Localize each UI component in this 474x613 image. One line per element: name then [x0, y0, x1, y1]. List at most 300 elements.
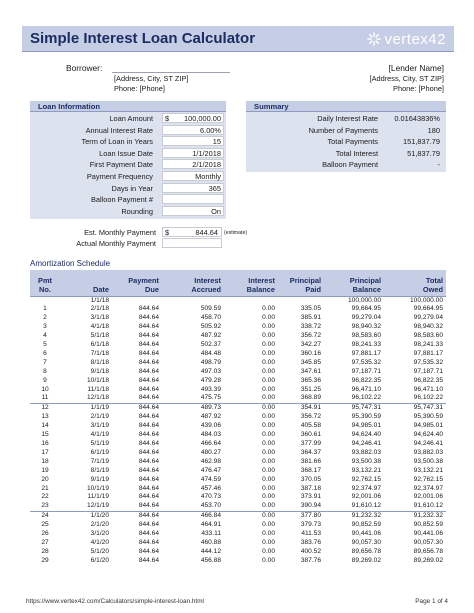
- lender-address: [Address, City, ST ZIP]: [369, 74, 444, 83]
- amortization-cell: 90,441.06: [413, 530, 443, 538]
- column-header: Payment Due: [112, 270, 162, 296]
- amortization-cell: 9/1/18: [90, 367, 109, 375]
- amortization-cell: 100,000.00: [409, 296, 443, 304]
- amortization-cell: 844.64: [138, 484, 159, 492]
- vertex42-logo-icon: [367, 32, 381, 46]
- amortization-cell: 844.64: [138, 431, 159, 439]
- amortization-cell: 90,057.30: [413, 538, 443, 546]
- amortization-cell: 844.64: [138, 376, 159, 384]
- amortization-cell: 11/1/18: [87, 385, 109, 393]
- loan-information-heading: Loan Information: [30, 101, 226, 112]
- amortization-cell: 379.73: [300, 521, 321, 529]
- amortization-cell: 28: [41, 547, 49, 555]
- amortization-cell: 844.64: [138, 530, 159, 538]
- amortization-cell: 368.89: [278, 394, 324, 403]
- loan-info-value: 365: [208, 183, 221, 193]
- summary-label: Total Interest: [335, 148, 378, 158]
- amortization-cell: 98,583.60: [351, 332, 381, 340]
- amortization-cell: 0.00: [262, 323, 275, 331]
- amortization-cell: 356.72: [300, 332, 321, 340]
- amortization-cell: 15: [41, 431, 49, 439]
- amortization-cell: 338.72: [300, 323, 321, 331]
- amortization-cell: 476.47: [200, 466, 221, 474]
- amortization-cell: 9: [43, 376, 47, 384]
- loan-info-label: Term of Loan in Years: [81, 137, 153, 147]
- loan-info-value: 15: [212, 137, 221, 147]
- amortization-cell: 90,441.06: [351, 530, 381, 538]
- amortization-cell: 3/1/20: [90, 530, 109, 538]
- amortization-cell: 411.53: [301, 530, 321, 538]
- amortization-row: [30, 341, 446, 350]
- amortization-cell: 23: [30, 502, 60, 511]
- loan-info-label: Loan Amount: [109, 114, 153, 123]
- loan-info-label: Loan Issue Date: [99, 148, 153, 158]
- amortization-cell: 92,374.97: [413, 484, 443, 492]
- amortization-cell: 0.00: [262, 556, 275, 564]
- amortization-cell: 456.88: [200, 556, 221, 564]
- amortization-cell: 844.64: [138, 332, 159, 340]
- amortization-cell: 12: [41, 404, 49, 412]
- amortization-cell: 460.88: [200, 538, 221, 546]
- amortization-cell: 365.36: [300, 376, 321, 384]
- amortization-cell: 0.00: [262, 404, 275, 412]
- amortization-cell: 93,882.03: [413, 448, 443, 456]
- amortization-row: [30, 413, 446, 422]
- est-monthly-payment-value: 844.64: [195, 228, 218, 237]
- amortization-cell: 89,269.02: [413, 556, 443, 564]
- amortization-cell: 29: [41, 556, 49, 564]
- amortization-cell: 844.64: [138, 538, 159, 546]
- amortization-heading: Amortization Schedule: [30, 259, 111, 268]
- amortization-cell: 18: [41, 457, 49, 465]
- amortization-cell: 91,610.12: [324, 502, 384, 511]
- amortization-cell: 457.46: [200, 484, 221, 492]
- amortization-cell: 5/1/20: [90, 547, 109, 555]
- loan-info-value: 6.00%: [200, 125, 221, 135]
- amortization-cell: 97,535.32: [413, 358, 443, 366]
- amortization-cell: 97,187.71: [351, 367, 381, 375]
- amortization-cell: 99,279.04: [351, 314, 381, 322]
- amortization-cell: 93,132.21: [351, 466, 381, 474]
- amortization-row: [30, 386, 446, 395]
- amortization-cell: 844.64: [112, 394, 162, 403]
- amortization-cell: 487.92: [200, 332, 221, 340]
- amortization-cell: 356.72: [300, 413, 321, 421]
- amortization-cell: 8: [43, 367, 47, 375]
- amortization-cell: 405.58: [300, 422, 321, 430]
- amortization-cell: 20: [41, 475, 49, 483]
- amortization-cell: 387.18: [300, 484, 321, 492]
- amortization-cell: 0.00: [262, 385, 275, 393]
- amortization-cell: 92,762.15: [351, 475, 381, 483]
- amortization-cell: 97,187.71: [413, 367, 443, 375]
- amortization-cell: 2/1/20: [90, 521, 109, 529]
- column-header: Date: [60, 270, 112, 296]
- column-header: Principal Paid: [278, 270, 324, 296]
- amortization-row: [30, 350, 446, 359]
- column-header: Pmt No.: [30, 270, 60, 296]
- amortization-cell: 0.00: [262, 376, 275, 384]
- amortization-cell: 354.91: [300, 404, 321, 412]
- loan-info-label: Balloon Payment #: [90, 195, 153, 205]
- amortization-cell: 5: [43, 341, 47, 349]
- amortization-cell: 0.00: [262, 422, 275, 430]
- summary-label: Total Payments: [327, 137, 378, 147]
- amortization-cell: 98,241.33: [413, 341, 443, 349]
- amortization-row: [30, 394, 446, 403]
- amortization-row: [30, 377, 446, 386]
- amortization-cell: 98,583.60: [413, 332, 443, 340]
- amortization-cell: 844.64: [138, 448, 159, 456]
- amortization-cell: 0.00: [262, 457, 275, 465]
- amortization-cell: 462.98: [200, 457, 221, 465]
- est-monthly-payment-currency: $: [165, 228, 170, 237]
- amortization-row: [30, 512, 446, 521]
- column-header: Principal Balance: [324, 270, 384, 296]
- amortization-cell: 466.84: [200, 512, 221, 520]
- amortization-cell: 98,940.32: [413, 323, 443, 331]
- amortization-cell: 493.39: [200, 385, 221, 393]
- amortization-row: [30, 305, 446, 314]
- loan-info-label: Annual Interest Rate: [85, 125, 153, 135]
- actual-monthly-payment-label: Actual Monthly Payment: [76, 239, 156, 248]
- amortization-cell: 92,001.06: [413, 493, 443, 501]
- amortization-cell: 509.59: [200, 305, 221, 313]
- amortization-cell: 11/1/19: [87, 493, 109, 501]
- amortization-cell: 97,535.32: [351, 358, 381, 366]
- page-title: Simple Interest Loan Calculator: [30, 30, 256, 47]
- amortization-cell: 96,102.22: [384, 394, 446, 403]
- amortization-row: [30, 485, 446, 494]
- amortization-cell: 94,246.41: [413, 440, 443, 447]
- amortization-cell: 844.64: [138, 547, 159, 555]
- amortization-cell: 95,747.31: [351, 404, 381, 412]
- summary-heading: Summary: [246, 101, 446, 112]
- amortization-cell: 8/1/19: [90, 466, 109, 474]
- amortization-row: [30, 332, 446, 341]
- amortization-cell: 368.17: [300, 466, 321, 474]
- amortization-cell: 99,664.95: [351, 305, 381, 313]
- amortization-cell: 474.59: [200, 475, 221, 483]
- amortization-cell: 0.00: [224, 394, 278, 403]
- amortization-row: [30, 368, 446, 377]
- amortization-cell: 844.64: [138, 556, 159, 564]
- amortization-cell: 7/1/18: [90, 349, 109, 357]
- amortization-cell: 351.25: [300, 385, 321, 393]
- amortization-cell: 95,390.59: [351, 413, 381, 421]
- borrower-address: [Address, City, ST ZIP]: [114, 74, 189, 83]
- amortization-cell: 95,390.59: [413, 413, 443, 421]
- amortization-row: [30, 539, 446, 548]
- vertex42-logo-text: vertex42: [384, 30, 446, 48]
- amortization-cell: 844.64: [138, 466, 159, 474]
- amortization-cell: 89,656.78: [351, 547, 381, 555]
- amortization-cell: 0.00: [262, 475, 275, 483]
- amortization-cell: 844.64: [138, 413, 159, 421]
- amortization-cell: [278, 296, 324, 305]
- amortization-cell: 844.64: [138, 493, 159, 501]
- summary-value: 151,837.79: [403, 137, 440, 147]
- amortization-cell: 844.64: [138, 314, 159, 322]
- amortization-cell: 10: [41, 385, 49, 393]
- loan-info-value: 100,000.00: [184, 114, 221, 123]
- amortization-cell: 6/1/19: [90, 448, 109, 456]
- column-header: Interest Accrued: [162, 270, 224, 296]
- amortization-cell: 0.00: [262, 521, 275, 529]
- amortization-cell: 94,985.01: [351, 422, 381, 430]
- amortization-table: [30, 270, 446, 566]
- amortization-cell: 498.79: [200, 358, 221, 366]
- summary-value: 0.01643836%: [394, 114, 440, 123]
- amortization-cell: 9/1/19: [90, 475, 109, 483]
- amortization-cell: 91,232.32: [351, 512, 381, 520]
- amortization-cell: 0.00: [262, 314, 275, 322]
- amortization-cell: 94,246.41: [351, 440, 381, 447]
- summary-label: Number of Payments: [308, 125, 378, 135]
- amortization-row: [30, 502, 446, 511]
- amortization-cell: 444.12: [200, 547, 221, 555]
- loan-info-currency: $: [165, 114, 170, 123]
- amortization-cell: 377.80: [300, 512, 321, 520]
- amortization-cell: 0.00: [262, 341, 275, 349]
- amortization-cell: 25: [41, 521, 49, 529]
- amortization-row: [30, 557, 446, 566]
- amortization-cell: 90,852.59: [413, 521, 443, 529]
- amortization-cell: 17: [41, 448, 49, 456]
- amortization-cell: 94,624.40: [351, 431, 381, 439]
- amortization-cell: 360.61: [300, 431, 321, 439]
- amortization-cell: 381.66: [300, 457, 321, 465]
- amortization-row: [30, 359, 446, 368]
- est-monthly-payment-label: Est. Monthly Payment: [84, 228, 156, 237]
- summary-label: Balloon Payment: [322, 160, 378, 170]
- amortization-cell: 6/1/18: [90, 341, 109, 349]
- amortization-cell: 3/1/18: [90, 314, 109, 322]
- amortization-cell: 19: [41, 466, 49, 474]
- summary-value: 180: [427, 125, 440, 135]
- amortization-cell: 479.28: [200, 376, 221, 384]
- amortization-row: [30, 440, 446, 449]
- amortization-cell: 502.37: [200, 341, 221, 349]
- borrower-phone: Phone: [Phone]: [114, 84, 165, 93]
- amortization-cell: 13: [41, 413, 49, 421]
- amortization-cell: 377.99: [300, 440, 321, 447]
- amortization-cell: 1/1/20: [90, 512, 109, 520]
- amortization-cell: 2/1/19: [90, 413, 109, 421]
- amortization-cell: 844.64: [138, 521, 159, 529]
- lender-phone: Phone: [Phone]: [393, 84, 444, 93]
- amortization-cell: 8/1/18: [90, 358, 109, 366]
- amortization-cell: 3: [43, 323, 47, 331]
- loan-info-input[interactable]: [162, 194, 224, 204]
- amortization-cell: 5/1/19: [90, 440, 109, 447]
- column-header: Interest Balance: [224, 270, 278, 296]
- loan-info-label: Rounding: [121, 206, 153, 216]
- amortization-row: [30, 467, 446, 476]
- amortization-row: [30, 296, 446, 305]
- amortization-cell: 12/1/19: [60, 502, 112, 511]
- loan-info-label: Payment Frequency: [86, 172, 153, 181]
- amortization-cell: 92,762.15: [413, 475, 443, 483]
- amortization-cell: 94,624.40: [413, 431, 443, 439]
- amortization-cell: 497.03: [200, 367, 221, 375]
- amortization-cell: 0.00: [262, 538, 275, 546]
- amortization-cell: 0.00: [262, 484, 275, 492]
- amortization-cell: 16: [41, 440, 49, 447]
- amortization-cell: 96,102.22: [324, 394, 384, 403]
- amortization-cell: 390.94: [278, 502, 324, 511]
- amortization-cell: 458.70: [200, 314, 221, 322]
- amortization-cell: 4/1/18: [90, 323, 109, 331]
- borrower-label: Borrower:: [66, 63, 103, 73]
- amortization-cell: 0.00: [262, 413, 275, 421]
- summary-label: Daily Interest Rate: [317, 114, 378, 123]
- amortization-cell: 484.48: [200, 349, 221, 357]
- amortization-cell: 844.64: [112, 502, 162, 511]
- amortization-row: [30, 458, 446, 467]
- amortization-cell: 100,000.00: [347, 296, 381, 304]
- amortization-cell: 4: [43, 332, 47, 340]
- amortization-cell: 0.00: [262, 305, 275, 313]
- amortization-cell: 11: [30, 394, 60, 403]
- amortization-row: [30, 548, 446, 557]
- amortization-cell: 383.76: [300, 538, 321, 546]
- amortization-cell: 21: [41, 484, 49, 492]
- amortization-cell: 96,471.10: [413, 385, 443, 393]
- loan-info-value: 2/1/2018: [192, 160, 221, 170]
- amortization-cell: 342.27: [300, 341, 321, 349]
- amortization-row: [30, 422, 446, 431]
- amortization-cell: 93,500.38: [351, 457, 381, 465]
- loan-info-value: On: [211, 206, 221, 216]
- amortization-cell: 0.00: [262, 512, 275, 520]
- amortization-cell: 6/1/20: [90, 556, 109, 564]
- amortization-cell: 0.00: [262, 440, 275, 447]
- amortization-cell: 0.00: [224, 502, 278, 511]
- amortization-cell: 1/1/18: [90, 296, 109, 304]
- amortization-cell: [30, 296, 60, 305]
- amortization-cell: 93,500.38: [413, 457, 443, 465]
- amortization-cell: 844.64: [138, 422, 159, 430]
- amortization-header-row: [30, 270, 446, 296]
- amortization-cell: 844.64: [138, 323, 159, 331]
- borrower-name-field[interactable]: [112, 63, 230, 73]
- amortization-cell: 90,852.59: [351, 521, 381, 529]
- amortization-cell: 475.75: [162, 394, 224, 403]
- amortization-cell: 335.05: [300, 305, 321, 313]
- amortization-cell: 0.00: [262, 547, 275, 555]
- amortization-cell: 97,881.17: [351, 349, 381, 357]
- actual-monthly-payment-field[interactable]: [162, 238, 222, 248]
- amortization-cell: 480.27: [200, 448, 221, 456]
- amortization-cell: 0.00: [262, 358, 275, 366]
- amortization-row: [30, 449, 446, 458]
- amortization-cell: 99,279.04: [413, 314, 443, 322]
- column-header: Total Owed: [384, 270, 446, 296]
- amortization-cell: 360.16: [300, 349, 321, 357]
- lender-name[interactable]: [Lender Name]: [388, 63, 444, 73]
- amortization-cell: 0.00: [262, 332, 275, 340]
- amortization-cell: 0.00: [262, 530, 275, 538]
- amortization-cell: 7/1/19: [90, 457, 109, 465]
- amortization-cell: 347.61: [300, 367, 321, 375]
- amortization-row: [30, 404, 446, 413]
- footer-url[interactable]: https://www.vertex42.com/Calculators/simple-interest-loan.html: [26, 598, 204, 605]
- amortization-cell: 2/1/18: [90, 305, 109, 313]
- amortization-cell: 470.73: [200, 493, 221, 501]
- amortization-cell: 844.64: [138, 341, 159, 349]
- amortization-row: [30, 431, 446, 440]
- amortization-cell: 373.91: [300, 493, 321, 501]
- amortization-cell: 97,881.17: [413, 349, 443, 357]
- amortization-cell: 0.00: [262, 367, 275, 375]
- amortization-cell: 91,232.32: [413, 512, 443, 520]
- amortization-cell: 844.64: [138, 457, 159, 465]
- amortization-cell: 370.05: [300, 475, 321, 483]
- amortization-row: [30, 521, 446, 530]
- summary-value: -: [437, 160, 440, 170]
- amortization-cell: 92,374.97: [351, 484, 381, 492]
- amortization-cell: 26: [41, 530, 49, 538]
- amortization-cell: 844.64: [138, 349, 159, 357]
- amortization-cell: 844.64: [138, 358, 159, 366]
- amortization-row: [30, 476, 446, 485]
- amortization-cell: 2: [43, 314, 47, 322]
- amortization-cell: [112, 296, 162, 305]
- amortization-cell: 89,656.78: [413, 547, 443, 555]
- amortization-cell: 489.73: [200, 404, 221, 412]
- amortization-cell: [162, 296, 224, 305]
- amortization-cell: 12/1/18: [60, 394, 112, 403]
- amortization-cell: 98,940.32: [351, 323, 381, 331]
- amortization-cell: 99,664.95: [413, 305, 443, 313]
- amortization-cell: 14: [41, 422, 49, 430]
- loan-info-label: Days in Year: [111, 183, 153, 193]
- amortization-cell: 439.06: [200, 422, 221, 430]
- amortization-row: [30, 493, 446, 502]
- amortization-cell: 7: [43, 358, 47, 366]
- amortization-cell: 1/1/19: [90, 404, 109, 412]
- amortization-cell: 844.64: [138, 385, 159, 393]
- amortization-cell: 24: [41, 512, 49, 520]
- amortization-cell: 844.64: [138, 475, 159, 483]
- amortization-cell: 487.92: [200, 413, 221, 421]
- amortization-cell: 5/1/18: [90, 332, 109, 340]
- amortization-cell: [224, 296, 278, 305]
- amortization-cell: 387.76: [300, 556, 321, 564]
- amortization-cell: 92,001.06: [351, 493, 381, 501]
- amortization-cell: 0.00: [262, 431, 275, 439]
- amortization-cell: 484.03: [200, 431, 221, 439]
- amortization-cell: 0.00: [262, 448, 275, 456]
- amortization-cell: 22: [41, 493, 49, 501]
- amortization-cell: 433.11: [201, 530, 221, 538]
- amortization-cell: 93,882.03: [351, 448, 381, 456]
- amortization-cell: 93,132.21: [413, 466, 443, 474]
- amortization-cell: 96,822.35: [413, 376, 443, 384]
- amortization-row: [30, 314, 446, 323]
- estimate-note: (estimate): [224, 230, 248, 236]
- amortization-cell: 4/1/19: [90, 431, 109, 439]
- amortization-cell: 0.00: [262, 349, 275, 357]
- amortization-cell: 10/1/18: [87, 376, 109, 384]
- title-bar: [22, 26, 454, 52]
- amortization-cell: 4/1/20: [90, 538, 109, 546]
- amortization-row: [30, 323, 446, 332]
- amortization-cell: 844.64: [138, 305, 159, 313]
- amortization-cell: 95,747.31: [413, 404, 443, 412]
- vertex42-logo: [367, 30, 446, 48]
